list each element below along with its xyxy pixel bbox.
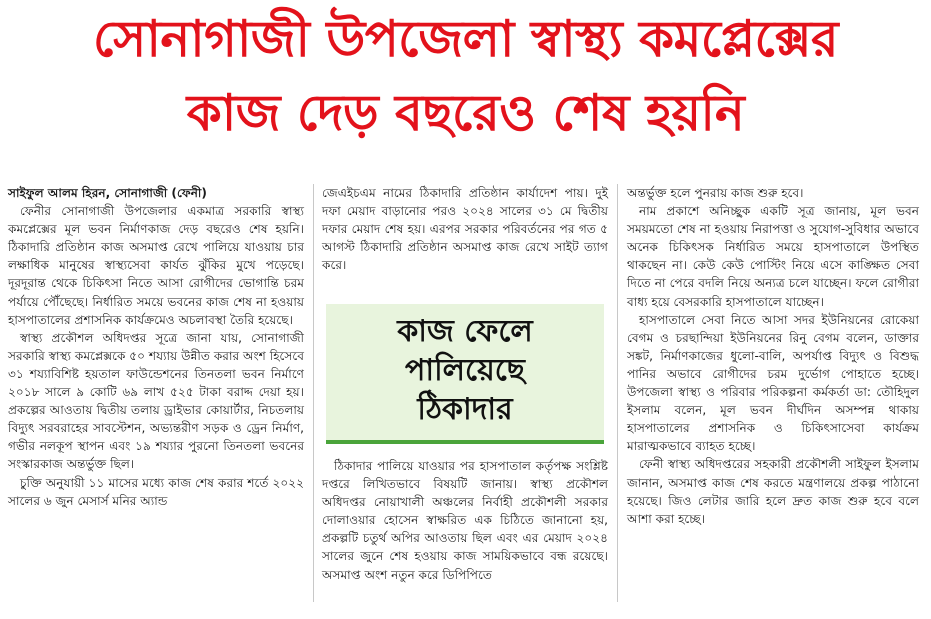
column1-paragraph-3: চুক্তি অনুযায়ী ১১ মাসের মধ্যে কাজ শেষ করার শর্তে ২০২২ সালের ৬ জুন মেসার্স মনির অ্যান্ড — [8, 475, 304, 508]
column1-paragraph-2: স্বাস্থ্য প্রকৌশল অধিদপ্তর সূত্রে জানা যায়, সোনাগাজী সরকারি স্বাস্থ্য কমপ্লেক্সকে ৫০ শয্যায় উন্নীত করার অংশ হিসেবে ৩১ শয্যাবিশিষ্ট হয়তাল ফাউন্ডেশনের তিনতলা ভবন নির্মাণে ২০১৮ সালে ৯ কোটি ৬৯ লাখ ৫২৫ টাকা বরাদ্দ দেয়া হয়। প্রকল্পের আওতায় দ্বিতীয় তলায় ড্রাইভার কোয়ার্টার, নিচতলায় বিদ্যুৎ সরবরাহের সাবস্টেশন, অভ্যন্তরীণ সড়ক ও ড্রেন নির্মাণ, গভীর নলকূপ স্থাপন এবং ১৯ শয্যার পুরনো তিনতলা ভবনের সংস্কারকাজ অন্তর্ভুক্ত ছিল। — [8, 330, 304, 472]
column-divider-1 — [313, 184, 314, 602]
pull-quote-line-1: কাজ ফেলে — [397, 314, 533, 349]
article-column-1 — [8, 184, 304, 510]
article-column-2 — [322, 184, 608, 274]
pull-quote-line-2: পালিয়েছে — [405, 353, 525, 388]
article-column-2-lower — [322, 457, 608, 584]
column2-paragraph-1: জেএইচএম নামের ঠিকাদারি প্রতিষ্ঠান কার্যাদেশ পায়। দুই দফা মেয়াদ বাড়ানোর পরও ২০২৪ সালের ৩১ মে দ্বিতীয় দফার মেয়াদ শেষ হয়। এরপর সরকার পরিবর্তনের পর গত ৫ আগস্ট ঠিকাদারি প্রতিষ্ঠান অসমাপ্ত কাজ রেখে সাইট ত্যাগ করে। — [322, 186, 608, 273]
column3-paragraph-2: নাম প্রকাশে অনিচ্ছুক একটি সূত্র জানায়, মূল ভবন সময়মতো শেষ না হওয়ায় নিরাপত্তা ও সুযোগ-সুবিধার অভাবে অনেক চিকিৎসক নির্ধারিত সময়ে হাসপাতালে উপস্থিত থাকছেন না। কেউ কেউ পোস্টিং নিয়ে এসে কাঙ্ক্ষিত সেবা দিতে না পেরে বদলি নিয়ে অন্যত্র চলে যাচ্ছেন। ফলে রোগীরা বাধ্য হয়ে বেসরকারি হাসপাতালে যাচ্ছেন। — [627, 204, 919, 309]
column3-paragraph-1: অন্তর্ভুক্ত হলে পুনরায় কাজ শুরু হবে। — [627, 186, 804, 200]
column2-paragraph-2: ঠিকাদার পালিয়ে যাওয়ার পর হাসপাতাল কর্তৃপক্ষ সংশ্লিষ্ট দপ্তরে লিখিতভাবে বিষয়টি জানায়। স্বাস্থ্য প্রকৌশল অধিদপ্তর নোয়াখালী অঞ্চলের নির্বাহী প্রকৌশলী সরকার দোলাওয়ার হোসেন স্বাক্ষরিত এক চিঠিতে জানানো হয়, প্রকল্পটি চতুর্থ অপির আওতায় ছিল এবং এর মেয়াদ ২০২৪ সালের জুনে শেষ হওয়ায় কাজ সাময়িকভাবে বন্ধ রয়েছে। অসমাপ্ত অংশ নতুন করে ডিপিপিতে — [322, 459, 608, 582]
byline: সাইফুল আলম হিরন, সোনাগাজী (ফেনী) — [8, 186, 207, 200]
headline-line-2: কাজ দেড় বছরেও শেষ হয়নি — [186, 84, 745, 142]
pull-quote-line-3: ঠিকাদার — [417, 392, 513, 427]
headline — [0, 2, 931, 150]
headline-line-1: সোনাগাজী উপজেলা স্বাস্থ্য কমপ্লেক্সের — [93, 10, 838, 68]
column3-paragraph-4: ফেনী স্বাস্থ্য অধিদপ্তরের সহকারী প্রকৌশলী সাইফুল ইসলাম জানান, অসমাপ্ত কাজ শেষ করতে মন্ত্রণালয়ে প্রকল্প পাঠানো হয়েছে। জিও লেটার জারি হলে দ্রুত কাজ শুরু হবে বলে আশা করা হচ্ছে। — [627, 457, 919, 526]
pull-quote — [326, 304, 604, 444]
column-divider-2 — [617, 184, 618, 602]
column1-paragraph-1: ফেনীর সোনাগাজী উপজেলার একমাত্র সরকারি স্বাস্থ্য কমপ্লেক্সের মূল ভবন নির্মাণকাজ দেড় বছরেও শেষ হয়নি। ঠিকাদারি প্রতিষ্ঠান কাজ অসমাপ্ত রেখে পালিয়ে যাওয়ায় চার লক্ষাধিক মানুষের স্বাস্থ্যসেবা কার্যত ঝুঁকির মুখে পড়েছে। দূরদূরান্ত থেকে চিকিৎসা নিতে আসা রোগীদের ভোগান্তি চরম পর্যায়ে পৌঁছেছে। নির্ধারিত সময়ে ভবনের কাজ শেষ না হওয়ায় হাসপাতালের প্রশাসনিক কার্যক্রমেও অচলাবস্থা তৈরি হয়েছে। — [8, 204, 304, 327]
column3-paragraph-3: হাসপাতালে সেবা নিতে আসা সদর ইউনিয়নের রোকেয়া বেগম ও চরছান্দিয়া ইউনিয়নের রিনু বেগম বলেন, ডাক্তার সঙ্কট, নির্মাণকাজের ধুলো-বালি, অপর্যাপ্ত বিদ্যুৎ ও বিশুদ্ধ পানির অভাবে রোগীদের চরম দুর্ভোগ পোহাতে হচ্ছে। উপজেলা স্বাস্থ্য ও পরিবার পরিকল্পনা কর্মকর্তা ডা: তৌহিদুল ইসলাম বলেন, মূল ভবন দীর্ঘদিন অসম্পন্ন থাকায় হাসপাতালের প্রশাসনিক ও চিকিৎসাসেবা কার্যক্রম মারাত্মকভাবে ব্যাহত হচ্ছে। — [627, 312, 919, 454]
article-column-3 — [627, 184, 919, 528]
